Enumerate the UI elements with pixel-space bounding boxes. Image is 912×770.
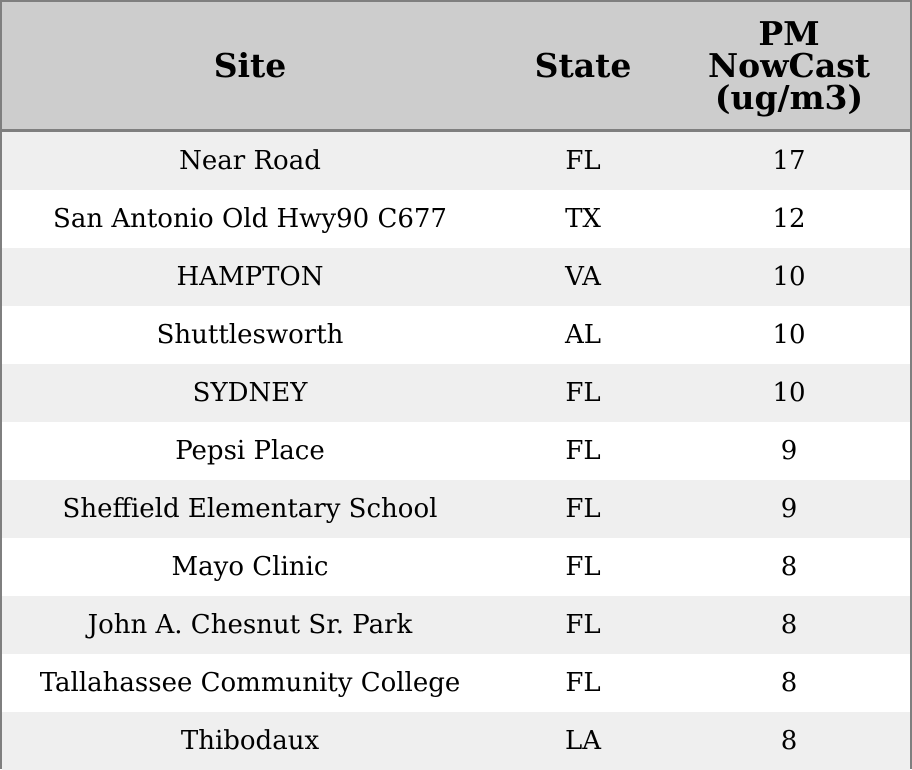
cell-site: John A. Chesnut Sr. Park [87,610,413,640]
cell-site: Thibodaux [180,726,320,756]
cell-pm: 10 [772,378,806,408]
table-row [2,712,910,770]
table-row [2,596,910,654]
cell-pm: 10 [772,320,806,350]
table-row [2,306,910,364]
header-pm-nowcast: PM NowCast (ug/m3) [707,13,871,117]
table-header [2,2,910,132]
cell-site: Sheffield Elementary School [62,494,438,524]
table-row [2,538,910,596]
cell-state: AL [564,320,602,350]
table-row [2,422,910,480]
table-row [2,248,910,306]
cell-pm: 12 [772,204,806,234]
cell-state: FL [565,552,601,582]
cell-pm: 8 [780,610,798,640]
cell-site: Tallahassee Community College [39,668,461,698]
cell-site: San Antonio Old Hwy90 C677 [53,204,447,234]
table-body [2,132,910,770]
cell-state: FL [565,610,601,640]
header-site: Site [213,45,287,85]
header-state: State [534,45,632,85]
cell-state: FL [565,668,601,698]
cell-state: FL [565,146,601,176]
cell-state: FL [565,378,601,408]
cell-site: Mayo Clinic [171,552,329,582]
cell-site: HAMPTON [176,262,324,292]
cell-pm: 8 [780,726,798,756]
cell-state: FL [565,436,601,466]
cell-state: LA [564,726,602,756]
cell-pm: 10 [772,262,806,292]
table-row [2,132,910,190]
cell-pm: 9 [780,436,798,466]
table-row [2,190,910,248]
table-row [2,654,910,712]
cell-pm: 17 [772,146,806,176]
cell-state: TX [565,204,601,234]
table-row [2,364,910,422]
cell-pm: 8 [780,552,798,582]
cell-pm: 9 [780,494,798,524]
table-row [2,480,910,538]
cell-pm: 8 [780,668,798,698]
cell-site: SYDNEY [192,378,308,408]
cell-site: Near Road [179,146,321,176]
cell-site: Shuttlesworth [156,320,344,350]
cell-state: FL [565,494,601,524]
cell-state: VA [565,262,601,292]
cell-site: Pepsi Place [175,436,325,466]
